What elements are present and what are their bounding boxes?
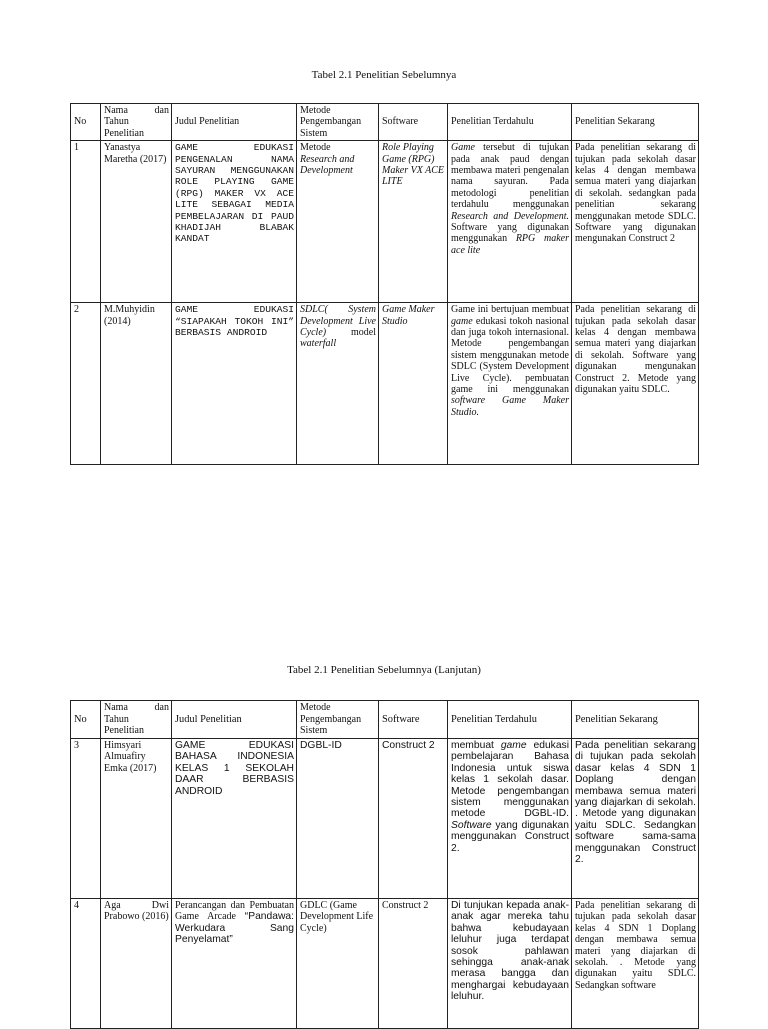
- cell-no: 4: [71, 899, 101, 1029]
- metode-italic: waterfall: [300, 338, 337, 350]
- cell-metode: [297, 141, 379, 303]
- metode-italic: Research and Development: [300, 153, 355, 177]
- cell-judul: GAME EDUKASI PENGENALAN NAMA SAYURAN MENGGUNAKAN ROLE PLAYING GAME (RPG) MAKER VX ACE LITE SEBAGAI MEDIA PEMBELAJARAN DI PAUD KHADIJAH BLABAK KANDAT: [172, 141, 297, 303]
- cell-judul: [172, 899, 297, 1029]
- cell-terdahulu: [448, 303, 572, 465]
- table-row: [71, 141, 699, 303]
- cell-no: 3: [71, 739, 101, 899]
- cell-nama: M.Muhyidin (2014): [101, 303, 172, 465]
- cell-nama: Yanastya Maretha (2017): [101, 141, 172, 303]
- cell-sekarang: Pada penelitian sekarang di tujukan pada sekolah dasar kelas 4 dengan membawa semua materi yang diajarkan di sekolah. Software yang digunakan mengunakan Construct 2. Metode yang digunakan yaitu SDLC.: [572, 303, 699, 465]
- terdahulu-text: Software yang digunakan menggunakan: [451, 222, 569, 245]
- metode-text: Metode: [300, 142, 331, 154]
- table-caption: Tabel 2.1 Penelitian Sebelumnya (Lanjutan): [287, 664, 481, 676]
- metode-italic: SDLC( System Development Live Cycle): [300, 304, 376, 339]
- table-row: [71, 303, 699, 465]
- terdahulu-text: edukasi pembelajaran Bahasa Indonesia untuk siswa kelas 1 sekolah dasar. Metode pengembangan sistem menggunakan metode DGBL-ID.: [451, 740, 569, 820]
- header-no: No: [71, 104, 101, 141]
- terdahulu-italic: game: [451, 315, 473, 327]
- cell-metode: GDLC (Game Development Life Cycle): [297, 899, 379, 1029]
- terdahulu-text: yang digunakan menggunakan Construct 2.: [451, 819, 569, 854]
- header-sekarang: Penelitian Sekarang: [572, 701, 699, 739]
- terdahulu-italic: Software: [451, 819, 492, 831]
- cell-sekarang: Pada penelitian sekarang di tujukan pada sekolah dasar kelas 4 dengan membawa semua materi yang diajarkan di sekolah. sedangkan pada penelitian sekarang menggunakan metode SDLC. Software yang digunakan mengunakan Construct 2: [572, 141, 699, 303]
- terdahulu-italic: game: [500, 740, 527, 751]
- header-nama: Nama dan Tahun Penelitian: [101, 701, 172, 739]
- terdahulu-text: Game ini bertujuan membuat: [451, 304, 569, 316]
- terdahulu-italic: Research and Development.: [451, 210, 569, 222]
- header-metode: Metode Pengembangan Sistem: [297, 104, 379, 141]
- research-table-continued: [70, 700, 699, 1029]
- table-row: [71, 739, 699, 899]
- cell-metode: [297, 303, 379, 465]
- header-sekarang: Penelitian Sekarang: [572, 104, 699, 141]
- cell-sekarang: Pada penelitian sekarang di tujukan pada sekolah dasar kelas 4 SDN 1 Doplang dengan membawa semua materi yang diajarkan di sekolah. . Metode yang digunakan yaitu SDLC. Sedangkan software: [572, 899, 699, 1029]
- terdahulu-italic: RPG maker ace lite: [451, 233, 569, 256]
- cell-judul: GAME EDUKASI “SIAPAKAH TOKOH INI” BERBASIS ANDROID: [172, 303, 297, 465]
- header-judul: Judul Penelitian: [172, 104, 297, 141]
- cell-nama: Himsyari Almuafiry Emka (2017): [101, 739, 172, 899]
- header-terdahulu: Penelitian Terdahulu: [448, 104, 572, 141]
- judul-text: Perancangan dan Pembuatan Game Arcade: [175, 900, 294, 923]
- cell-software: Construct 2: [379, 899, 448, 1029]
- header-software: Software: [379, 701, 448, 739]
- table-row: [71, 899, 699, 1029]
- terdahulu-italic: Game: [451, 142, 475, 154]
- header-terdahulu: Penelitian Terdahulu: [448, 701, 572, 739]
- cell-terdahulu: [448, 739, 572, 899]
- table-caption: Tabel 2.1 Penelitian Sebelumnya: [311, 69, 457, 81]
- cell-terdahulu: [448, 141, 572, 303]
- cell-nama: Aga Dwi Prabowo (2016): [101, 899, 172, 1029]
- table-header-row: [71, 104, 699, 141]
- terdahulu-italic: software Game Maker Studio.: [451, 395, 569, 418]
- cell-sekarang: Pada penelitian sekarang di tujukan pada sekolah dasar kelas 4 SDN 1 Doplang dengan membawa semua materi yang diajarkan di sekolah. . Metode yang digunakan yaitu SDLC. Sedangkan software sama-sama menggunakan Construct 2.: [572, 739, 699, 899]
- cell-judul: GAME EDUKASI BAHASA INDONESIA KELAS 1 SEKOLAH DAAR BERBASIS ANDROID: [172, 739, 297, 899]
- header-no: No: [71, 701, 101, 739]
- cell-metode: DGBL-ID: [297, 739, 379, 899]
- cell-software: Role Playing Game (RPG) Maker VX ACE LITE: [379, 141, 448, 303]
- header-metode: Metode Pengembangan Sistem: [297, 701, 379, 739]
- metode-text: model: [326, 327, 376, 339]
- cell-terdahulu: Di tunjukan kepada anak-anak agar mereka tahu bahwa kebudayaan leluhur juga terdapat sosok pahlawan sehingga anak-anak merasa bangga dan menghargai kebudayaan leluhur.: [448, 899, 572, 1029]
- header-software: Software: [379, 104, 448, 141]
- terdahulu-text: tersebut di tujukan pada anak paud dengan membawa materi pengenalan nama sayuran. Pada metodologi penelitian terdahulu menggunakan: [451, 142, 569, 211]
- cell-no: 1: [71, 141, 101, 303]
- cell-no: 2: [71, 303, 101, 465]
- cell-software: Game Maker Studio: [379, 303, 448, 465]
- terdahulu-text: edukasi tokoh nasional dan juga tokoh internasional. Metode pengembangan sistem menggunakan metode SDLC (System Development Live Cycle). pembuatan game ini menggunakan: [451, 315, 569, 396]
- terdahulu-text: membuat: [451, 740, 501, 751]
- cell-software: Construct 2: [379, 739, 448, 899]
- header-judul: Judul Penelitian: [172, 701, 297, 739]
- header-nama: Nama dan Tahun Penelitian: [101, 104, 172, 141]
- judul-quote: “Pandawa: Werkudara Sang Penyelamat”: [175, 911, 294, 946]
- research-table: [70, 103, 699, 465]
- table-header-row: [71, 701, 699, 739]
